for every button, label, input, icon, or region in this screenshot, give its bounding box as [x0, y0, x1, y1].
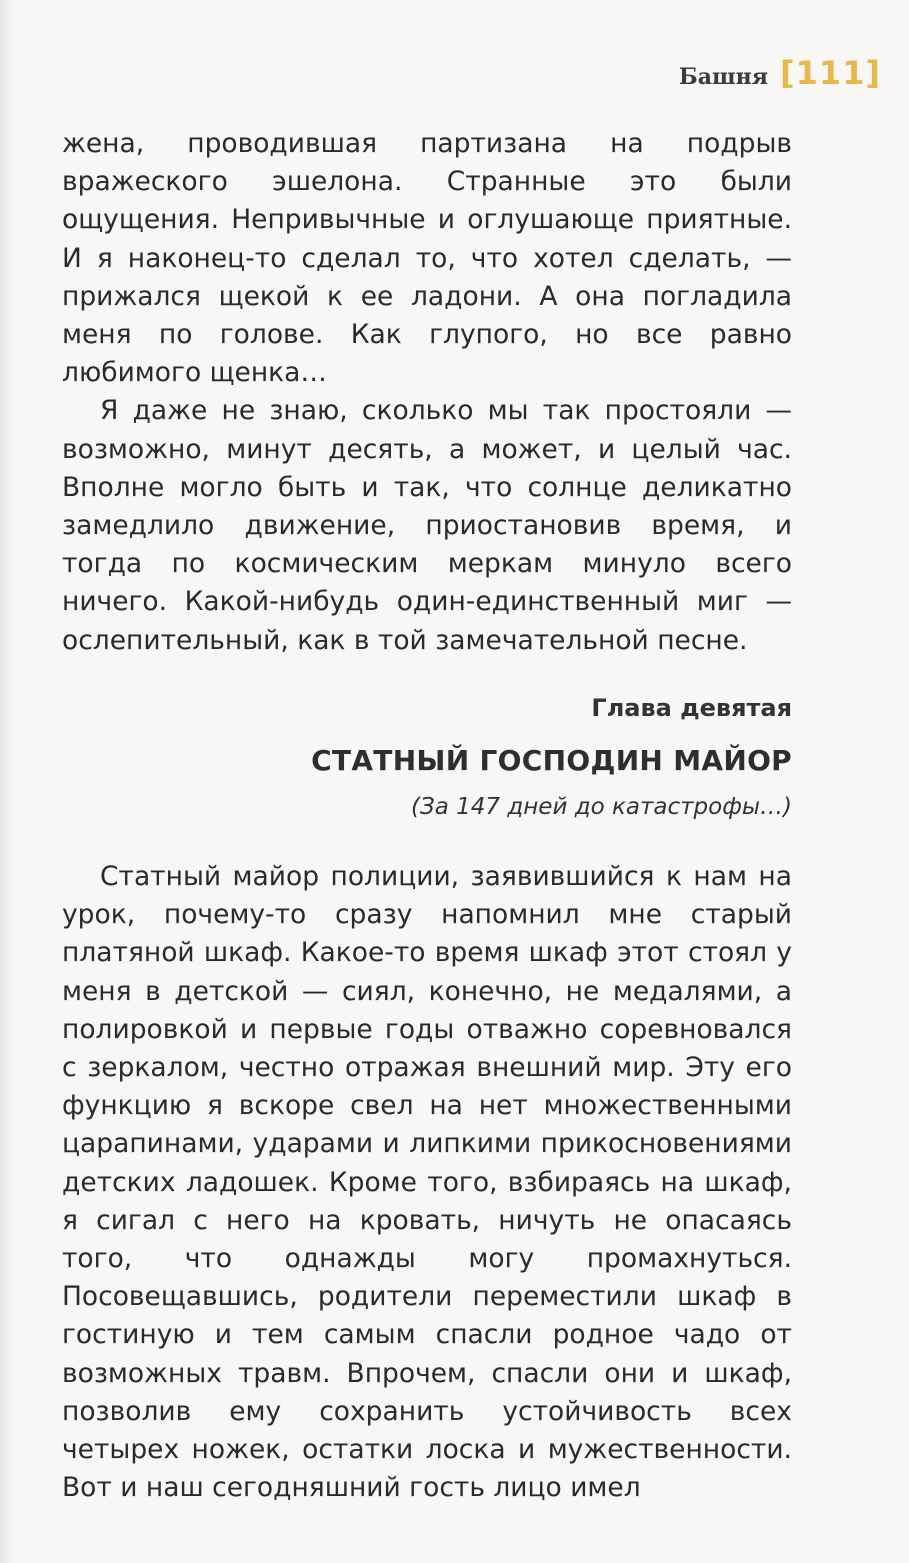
chapter-label: Глава девятая	[591, 694, 792, 722]
running-title: Башня	[678, 64, 768, 90]
paragraph: жена, проводившая партизана на подрыв вражеского эшелона. Странные это были ощущения. Непривычные и оглушающе приятные. И я наконец-то сделал то, что хотел сделать, — прижался щекой к ее ладони. А она погладила меня по голове. Как глупого, но все равно любимого щенка…	[62, 128, 792, 389]
page-edge-shadow	[0, 0, 14, 1563]
running-header	[679, 54, 881, 92]
text-section-2	[62, 858, 792, 1507]
paragraph: Статный майор полиции, заявившийся к нам на урок, почему-то сразу напомнил мне старый платяной шкаф. Какое-то время шкаф этот стоял у меня в детской — сиял, конечно, не медалями, а полировкой и первые годы отважно соревновался с зеркалом, честно отражая внешний мир. Эту его функцию я вскоре свел на нет множественными царапинами, ударами и липкими прикосновениями детских ладошек. Кроме того, взбираясь на шкаф, я сигал с него на кровать, ничуть не опасаясь того, что однажды могу промахнуться. Посовещавшись, родители переместили шкаф в гостиную и тем самым спасли родное чадо от возможных травм. Впрочем, спасли они и шкаф, позволив ему сохранить устойчивость всех четырех ножек, остатки лоска и мужественности. Вот и наш сегодняшний гость лицо имел	[62, 861, 792, 1504]
chapter-subtitle: (За 147 дней до катастрофы…)	[411, 794, 792, 820]
chapter-title: СТАТНЫЙ ГОСПОДИН МАЙОР	[311, 744, 792, 777]
page-number: [111]	[779, 54, 881, 92]
text-section-1	[62, 125, 792, 660]
paragraph: Я даже не знаю, сколько мы так простояли — возможно, минут десять, а может, и целый час. Вполне могло быть и так, что солнце деликатно замедлило движение, приостановив время, и тогда по космическим меркам минуло всего ничего. Какой-нибудь один-единственный миг — ослепительный, как в той замечательной песне.	[62, 395, 792, 656]
